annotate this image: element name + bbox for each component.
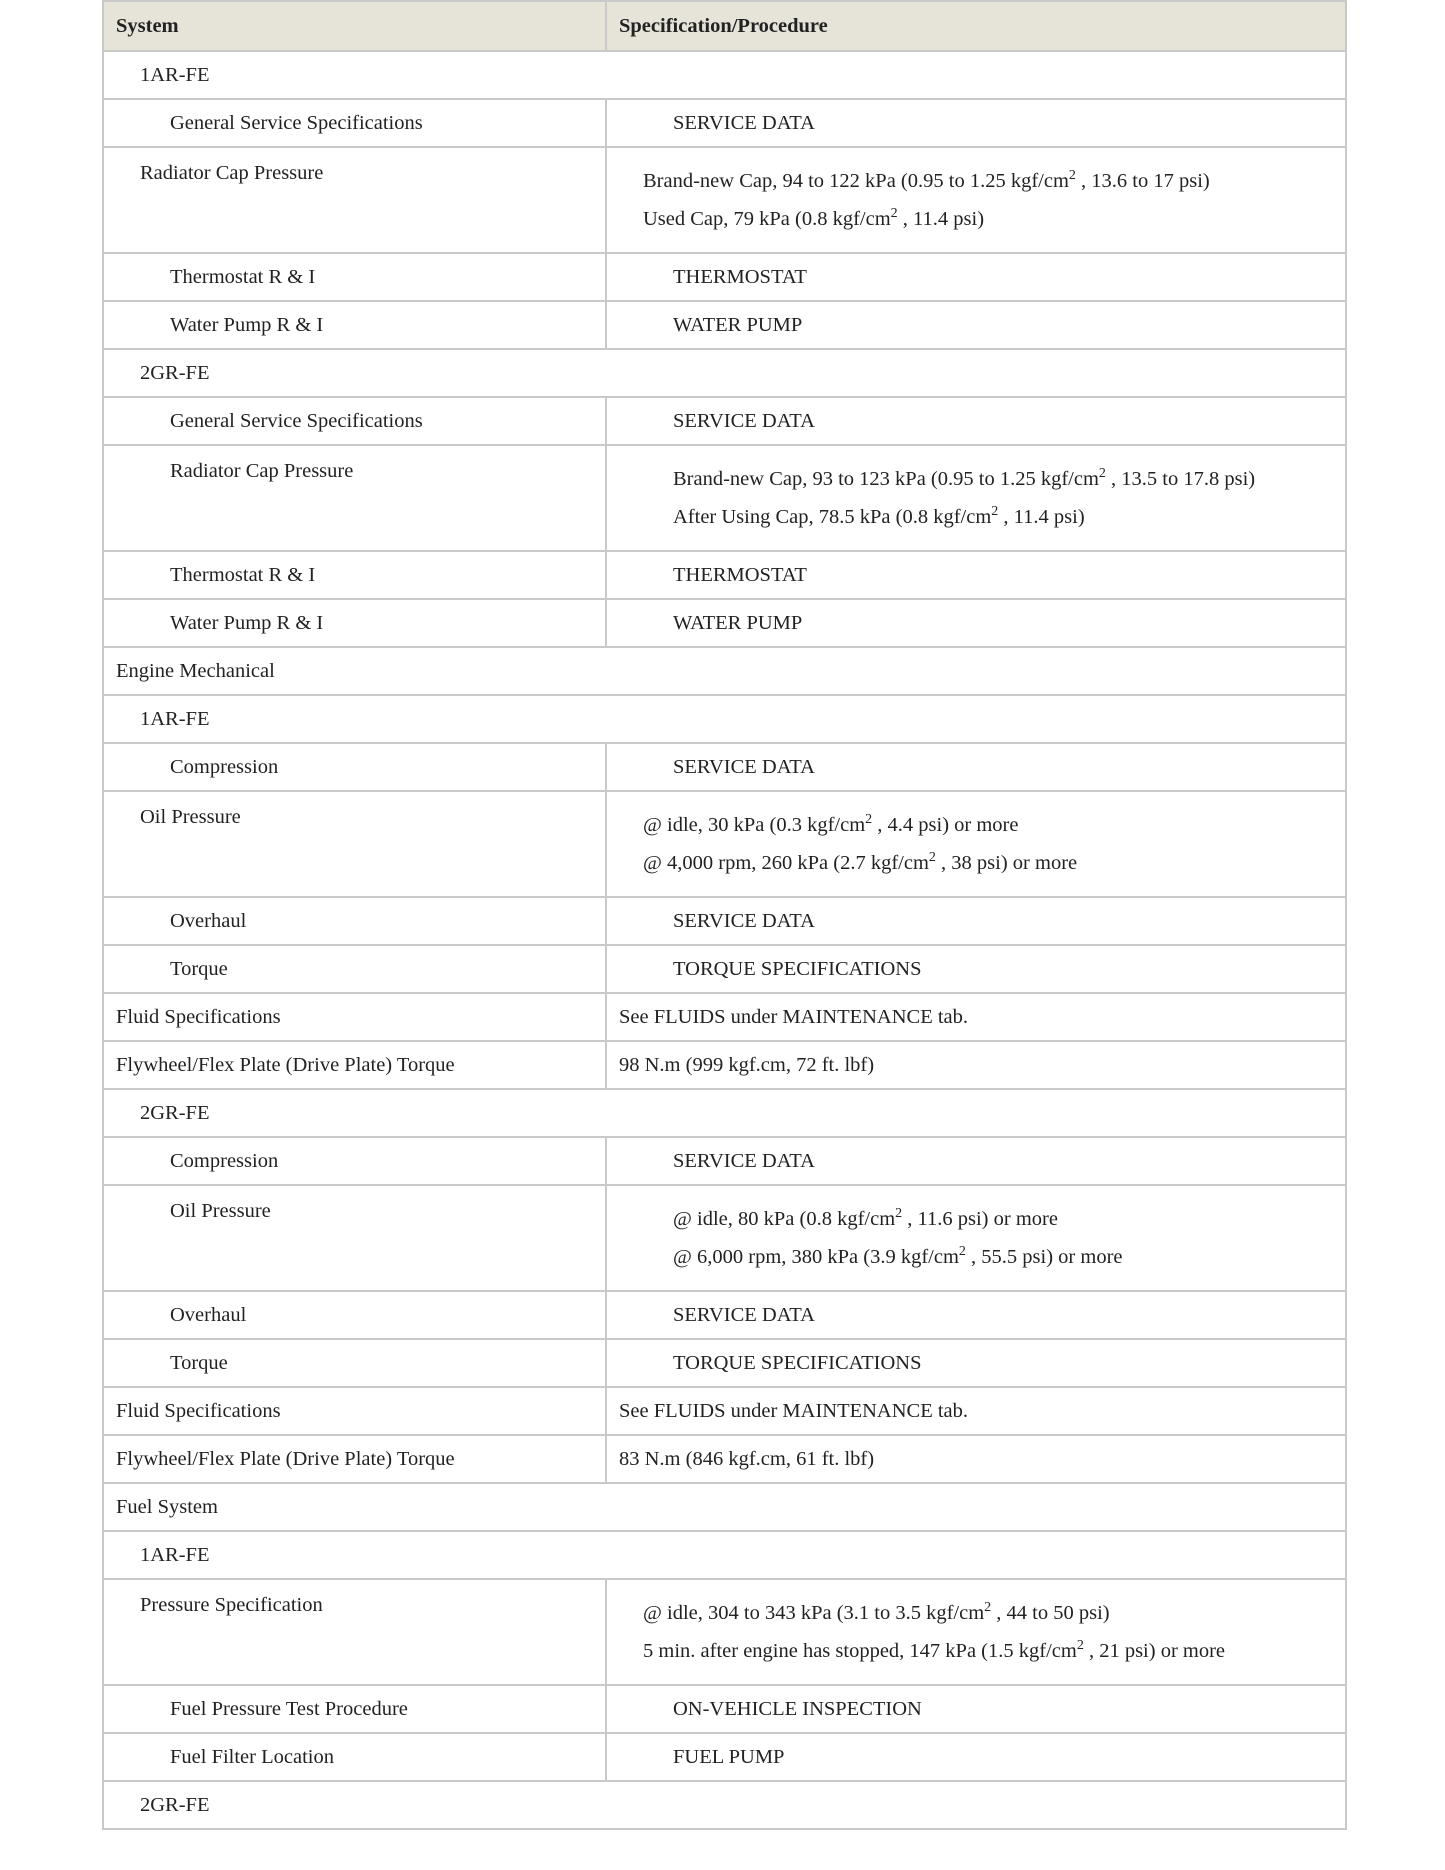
specification-cell [606, 551, 1346, 599]
specification-cell [606, 1291, 1346, 1339]
system-cell: Fluid Specifications [103, 1387, 606, 1435]
specification-cell [606, 1685, 1346, 1733]
table-row [103, 897, 1346, 945]
table-row [103, 1733, 1346, 1781]
specification-line: THERMOSTAT [673, 265, 807, 288]
specification-line: FUEL PUMP [673, 1745, 785, 1768]
group-row [103, 1531, 1346, 1579]
group-row [103, 647, 1346, 695]
specification-cell [606, 743, 1346, 791]
system-cell: Thermostat R & I [103, 551, 606, 599]
group-label: Fuel System [103, 1483, 1346, 1531]
system-cell: Fluid Specifications [103, 993, 606, 1041]
table-row [103, 1291, 1346, 1339]
system-cell: Radiator Cap Pressure [103, 445, 606, 551]
specification-line: ON-VEHICLE INSPECTION [673, 1697, 922, 1720]
specification-cell [606, 301, 1346, 349]
specification-line: Used Cap, 79 kPa (0.8 kgf/$cm^2$ , 11.4 psi) [643, 206, 985, 230]
specification-cell [606, 1339, 1346, 1387]
group-label: 1AR-FE [103, 695, 1346, 743]
specification-line: After Using Cap, 78.5 kPa (0.8 kgf/$cm^2$ , 11.4 psi) [673, 504, 1085, 528]
system-cell: Radiator Cap Pressure [103, 147, 606, 253]
specification-line: @ 4,000 rpm, 260 kPa (2.7 kgf/$cm^2$ , 38 psi) or more [643, 850, 1078, 874]
specification-cell [606, 99, 1346, 147]
specification-table [102, 0, 1347, 1830]
group-row [103, 1781, 1346, 1829]
specification-cell [606, 1041, 1346, 1089]
specification-cell [606, 1579, 1346, 1685]
system-cell: Flywheel/Flex Plate (Drive Plate) Torque [103, 1435, 606, 1483]
specification-line: 5 min. after engine has stopped, 147 kPa (1.5 kgf/$cm^2$ , 21 psi) or more [643, 1638, 1226, 1662]
specification-line: Brand-new Cap, 94 to 122 kPa (0.95 to 1.25 kgf/$cm^2$ , 13.6 to 17 psi) [643, 168, 1210, 192]
system-cell: Water Pump R & I [103, 599, 606, 647]
table-body [103, 51, 1346, 1829]
specification-cell [606, 1185, 1346, 1291]
specification-line: WATER PUMP [673, 313, 803, 336]
system-cell: Pressure Specification [103, 1579, 606, 1685]
specification-cell [606, 599, 1346, 647]
specification-line: SERVICE DATA [673, 409, 815, 432]
specification-line: TORQUE SPECIFICATIONS [673, 1351, 922, 1374]
system-cell: Compression [103, 743, 606, 791]
specification-line: @ idle, 80 kPa (0.8 kgf/$cm^2$ , 11.6 psi) or more [673, 1206, 1058, 1230]
table-row [103, 1137, 1346, 1185]
system-cell: General Service Specifications [103, 99, 606, 147]
specification-line: SERVICE DATA [673, 909, 815, 932]
specification-line: See FLUIDS under MAINTENANCE tab. [619, 1005, 969, 1028]
specification-line: SERVICE DATA [673, 111, 815, 134]
specification-cell [606, 445, 1346, 551]
specification-cell [606, 1387, 1346, 1435]
table-row [103, 1339, 1346, 1387]
system-cell: Compression [103, 1137, 606, 1185]
group-row [103, 1089, 1346, 1137]
table-row [103, 301, 1346, 349]
specification-line: SERVICE DATA [673, 1149, 815, 1172]
group-row [103, 349, 1346, 397]
group-row [103, 1483, 1346, 1531]
specification-cell [606, 945, 1346, 993]
system-cell: Thermostat R & I [103, 253, 606, 301]
specification-cell [606, 147, 1346, 253]
system-cell: Oil Pressure [103, 1185, 606, 1291]
system-cell: Torque [103, 945, 606, 993]
table-row [103, 397, 1346, 445]
group-label: 1AR-FE [103, 1531, 1346, 1579]
specification-cell [606, 397, 1346, 445]
specification-cell [606, 897, 1346, 945]
group-label: 2GR-FE [103, 1781, 1346, 1829]
table-row [103, 1387, 1346, 1435]
specification-line: 83 N.m (846 kgf.cm, 61 ft. lbf) [619, 1447, 875, 1470]
specification-line: TORQUE SPECIFICATIONS [673, 957, 922, 980]
group-label: 2GR-FE [103, 1089, 1346, 1137]
table-header-row [103, 1, 1346, 51]
group-row [103, 51, 1346, 99]
group-label: 2GR-FE [103, 349, 1346, 397]
specification-cell [606, 993, 1346, 1041]
table-row [103, 1579, 1346, 1685]
specification-line: @ idle, 30 kPa (0.3 kgf/$cm^2$ , 4.4 psi) or more [643, 812, 1019, 836]
table-row [103, 993, 1346, 1041]
table-row [103, 791, 1346, 897]
system-cell: Flywheel/Flex Plate (Drive Plate) Torque [103, 1041, 606, 1089]
system-cell: Torque [103, 1339, 606, 1387]
specification-line: SERVICE DATA [673, 1303, 815, 1326]
specification-cell [606, 791, 1346, 897]
table-row [103, 551, 1346, 599]
table-row [103, 599, 1346, 647]
system-cell: Fuel Pressure Test Procedure [103, 1685, 606, 1733]
header-system: System [103, 1, 606, 51]
table-row [103, 945, 1346, 993]
table-row [103, 1685, 1346, 1733]
specification-cell [606, 1137, 1346, 1185]
system-cell: Fuel Filter Location [103, 1733, 606, 1781]
table-row [103, 1041, 1346, 1089]
specification-line: Brand-new Cap, 93 to 123 kPa (0.95 to 1.25 kgf/$cm^2$ , 13.5 to 17.8 psi) [673, 466, 1256, 490]
specification-line: See FLUIDS under MAINTENANCE tab. [619, 1399, 969, 1422]
table-row [103, 99, 1346, 147]
table-row [103, 253, 1346, 301]
specification-cell [606, 253, 1346, 301]
table-row [103, 147, 1346, 253]
table-row [103, 445, 1346, 551]
specification-line: SERVICE DATA [673, 755, 815, 778]
system-cell: Overhaul [103, 1291, 606, 1339]
system-cell: Overhaul [103, 897, 606, 945]
table-row [103, 1185, 1346, 1291]
header-specification: Specification/Procedure [606, 1, 1346, 51]
specification-line: THERMOSTAT [673, 563, 807, 586]
specification-line: WATER PUMP [673, 611, 803, 634]
group-label: Engine Mechanical [103, 647, 1346, 695]
table-row [103, 1435, 1346, 1483]
specification-cell [606, 1733, 1346, 1781]
group-label: 1AR-FE [103, 51, 1346, 99]
system-cell: General Service Specifications [103, 397, 606, 445]
table-row [103, 743, 1346, 791]
system-cell: Oil Pressure [103, 791, 606, 897]
specification-line: @ 6,000 rpm, 380 kPa (3.9 kgf/$cm^2$ , 55.5 psi) or more [673, 1244, 1123, 1268]
specification-line: @ idle, 304 to 343 kPa (3.1 to 3.5 kgf/$cm^2$ , 44 to 50 psi) [643, 1600, 1110, 1624]
group-row [103, 695, 1346, 743]
specification-cell [606, 1435, 1346, 1483]
system-cell: Water Pump R & I [103, 301, 606, 349]
specification-line: 98 N.m (999 kgf.cm, 72 ft. lbf) [619, 1053, 875, 1076]
